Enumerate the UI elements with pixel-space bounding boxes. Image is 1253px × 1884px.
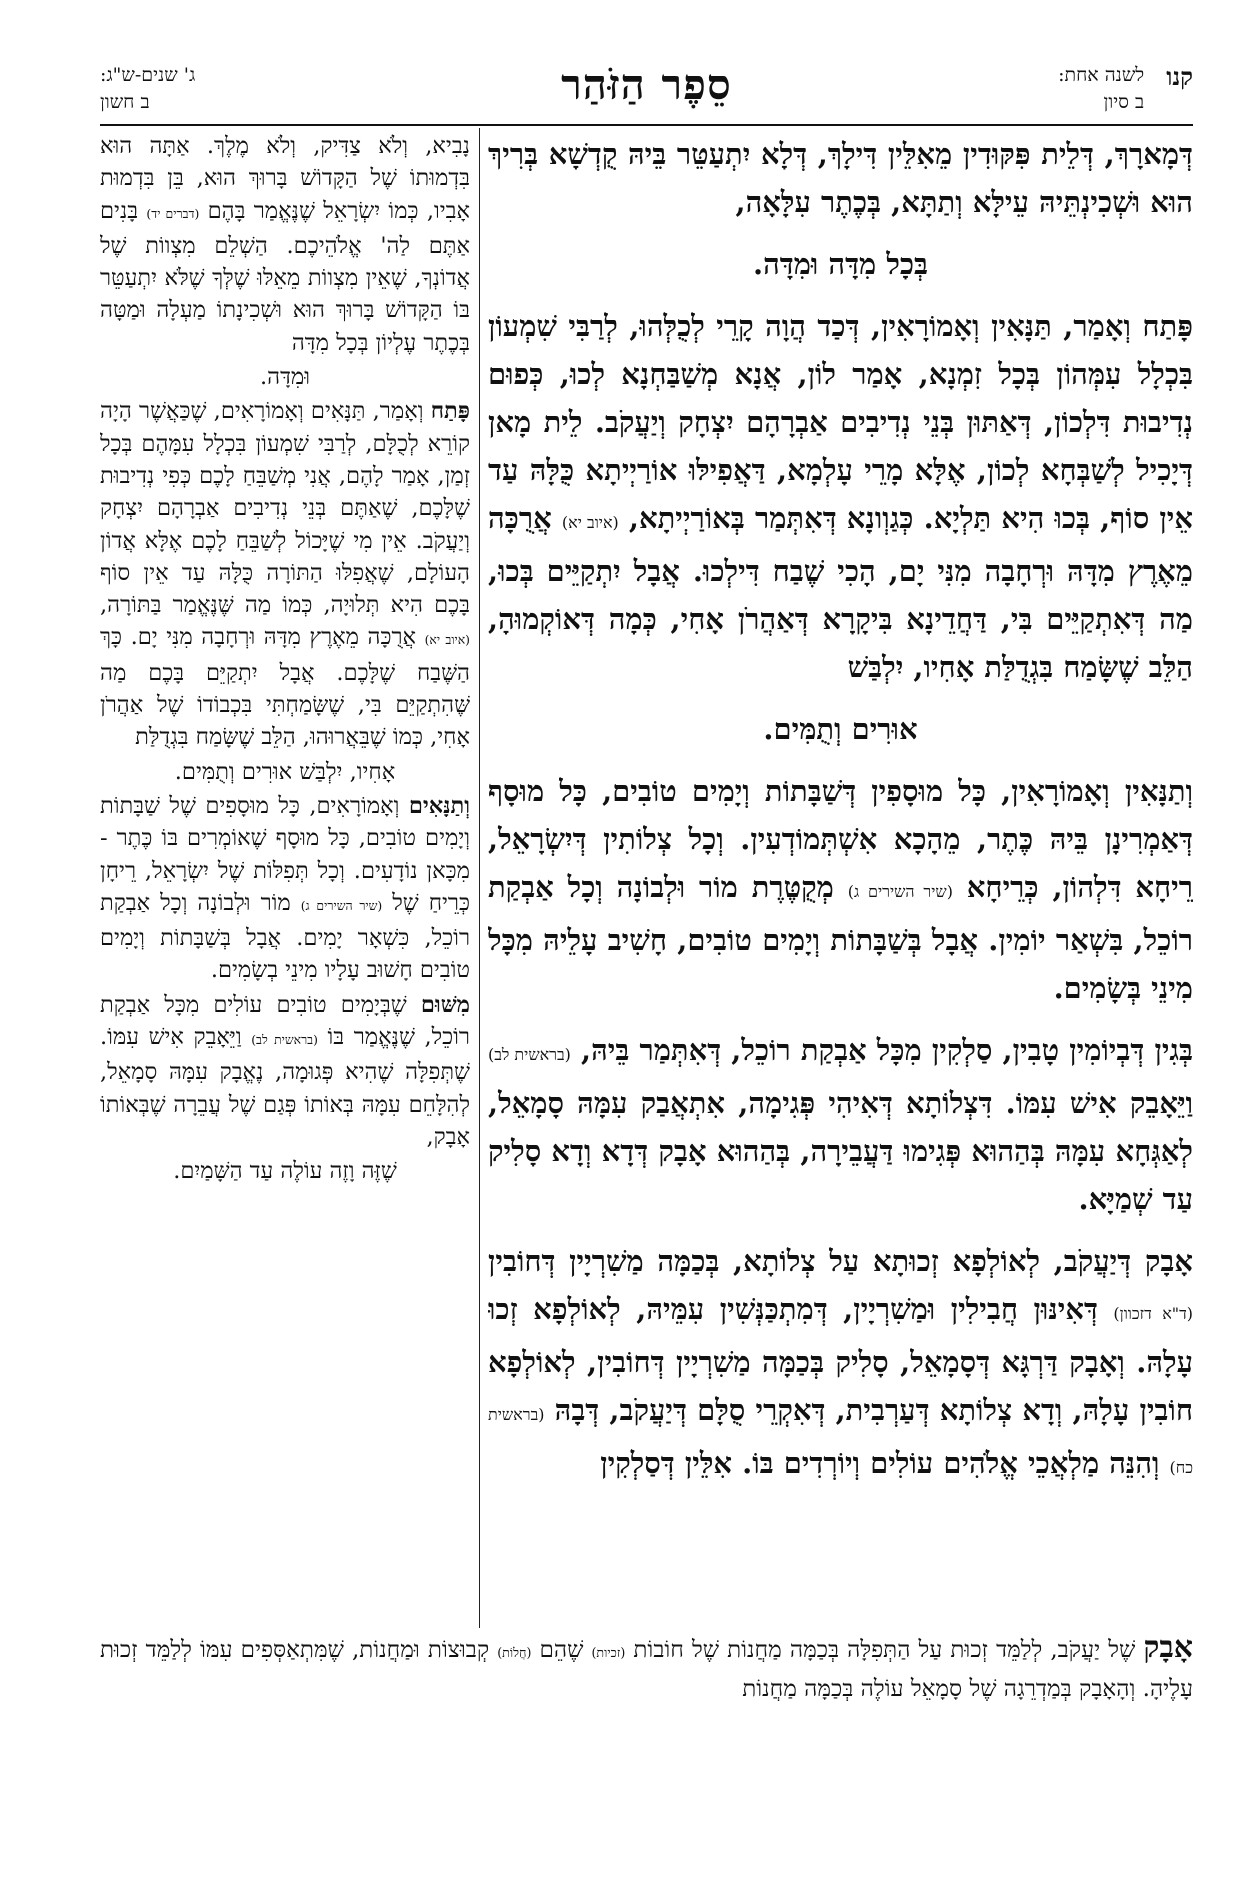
text-run: שֶׁל יַעֲקֹב, לְלַמֵּד זְכוּת עַל הַתְּפִלָּה בְּכַמָּה מַחֲנוֹת שֶׁל חוֹבוֹת [625,1637,1144,1663]
variant-reading: (ד"א דזכוון) [1113,1304,1193,1323]
lead-word: וְתַנָּאִין [1124,774,1193,808]
page-header [100,58,1193,126]
variant-reading: (זכיות) [591,1645,626,1660]
text-run: וְהִנֵּה מַלְאֲכֵי אֱלֹהִים עוֹלִים וְיוֹרְדִים בּוֹ. אִלֵּין דְּסַלְקִין [600,1446,1170,1480]
bottom-paragraph [100,1630,1193,1707]
text-run: דְּיַעֲקֹב, לְאוֹלְפָא זְכוּתָא עַל צְלוֹתָא, בְּכַמָּה מַשִׁרְיָין דְּחוֹבִין [488,1244,1145,1278]
main-paragraph [488,302,1193,691]
lead-word: פָּתַח [1142,309,1193,343]
verse-reference: (בראשית לב) [251,1033,318,1048]
main-paragraph [488,1026,1193,1223]
main-paragraph [488,767,1193,1012]
text-run: וְאָמוֹרָאִים, כָּל מוּסָפִים שֶׁל שַׁבָּתוֹת וְיָמִים טוֹבִים, כָּל מוּסָף שֶׁאוֹמְרִים בּוֹ כֶּתֶר - מִכָּאן נוֹדָעִים. וְכָל תְּפִלּוֹת שֶׁל יִשְׂרָאֵל, רֵיחָן כְּרֵיחַ שֶׁל [100,792,470,916]
text-run: מְקֻטֶּרֶת מוֹר וּלְבוֹנָה וְכָל אַבְקַת רוֹכֵל, בִּשְׁאַר יוֹמִין. אֲבָל בְּשַׁבָּתוֹת וְיָמִים טוֹבִים, חָשִׁיב עָלֵיהּ מִכָּל מִינֵי בְּשָׂמִים. [488,870,1193,1005]
text-run: אָחִיו, יִלְבַּשׁ אוּרִים וְתֻמִּים. [174,758,396,785]
text-run: בָּנִים אַתֶּם לַה' אֱלֹהֵיכֶם. הַשְׁלֵם מִצְווֹת שֶׁל אֲדוֹנְךָ, שֶׁאֵין מִצְווֹת מֵאֵלּוּ שֶׁלְּךָ שֶׁלֹּא יִתְעַטֵּר בּוֹ הַקָּדוֹשׁ בָּרוּךְ הוּא וּשְׁכִינָתוֹ מַעְלָה וּמַטָּה בְּכֶתֶר עֶלְיוֹן בְּכָל מִדָּה [100,197,470,356]
text-run: שֶׁזֶּה וָזֶה עוֹלֶה עַד הַשָּׁמַיִם. [173,1158,397,1185]
main-column [488,130,1193,1627]
header-right [1058,62,1193,116]
translation-column [100,130,470,1627]
lead-word: אָבָק [1143,1630,1193,1665]
side-paragraph [100,790,470,987]
main-paragraph-end [488,705,1193,753]
bottom-continuation [100,1630,1193,1707]
header-left [100,62,195,116]
verse-reference: (איוב יא) [561,513,619,532]
text-run: בְּכָל מִדָּה וּמִדָּה. [752,247,929,281]
text-run: אֲרֻכָּה מֵאֶרֶץ מִדָּהּ וּרְחָבָה מִנִּי יָם. כָּךְ הַשֶּׁבַח שֶׁלָּכֶם. אֲבָל יִתְקַיֵּם בָּכֶם מַה שֶּׁהִתְקַיֵּם בִּי, שֶׁשָּׂמַחְתִּי בִּכְבוֹדוֹ שֶׁל אַהֲרֹן אָחִי, כְּמוֹ שֶׁבֵּאֲרוּהוּ, הַלֵּב שֶׁשָּׂמַח בִּגְדֻלַּת [100,624,470,751]
text-run: וַיֵּאָבֵק אִישׁ עִמּוֹ. שֶׁתְּפִלָּה שֶׁהִיא פְּגוּמָה, נֶאֱבָק עִמָּהּ סָמָאֵל, לְהִלָּחֵם עִמָּהּ בְּאוֹתוֹ פְּגַם שֶׁל עֲבֵרָה שֶׁבְּאוֹתוֹ אָבָק, [100,1024,470,1150]
text-run: שֶׁבְּיָמִים טוֹבִים עוֹלִים מִכָּל אַבְקַת רוֹכֵל, שֶׁנֶּאֱמַר בּוֹ [100,991,470,1051]
lead-word: מִשּׁוּם [420,991,470,1018]
verse-reference: (בראשית לב) [488,1045,571,1064]
verse-reference: (דברים יד) [146,206,200,221]
header-rule [100,124,1193,126]
lead-word: פָּתַח [430,398,470,425]
text-run: דְּבְיוֹמִין טָבִין, סַלְקִין מִכָּל אַבְקַת רוֹכֵל, דְּאִתְּמַר בֵּיהּ, [570,1033,1155,1067]
verse-reference: (בראשית כח) [488,1405,1193,1477]
main-paragraph [488,1237,1193,1492]
lead-word: אָבָק [1144,1244,1193,1278]
text-run: דְּאִינּוּן חֲבִילִין וּמַשִׁרְיָין, דְּמִתְכַּנְּשִׁין עִמֵּיהּ, לְאוֹלְפָא זְכוּ עָלָהּ. וְאָבָק דַּרְגָּא דְּסָמָאֵל, סָלִיק בְּכַמָּה מַשִׁרְיָין דְּחוֹבִין, לְאוֹלְפָא חוֹבִין עָלָהּ, וְדָא צְלוֹתָא דְּעַרְבִית, דְּאִקְרֵי סֻלָּם דְּיַעֲקֹב, דְּבָהּ [488,1292,1193,1427]
date-right: ב סיון [1103,91,1145,113]
header-right-stack [1058,62,1144,116]
verse-reference: (שיר השירים ג) [847,882,953,901]
main-paragraph-end [488,240,1193,288]
cycle-label: ג' שנים-ש"ג: [100,64,196,86]
side-paragraph-end [100,1155,470,1187]
date-left: ב חשון [100,91,150,113]
text-run: קְבוּצוֹת וּמַחֲנוֹת, שֶׁמִּתְאַסְּפִים עִמּוֹ לְלַמֵּד זְכוּת עָלֶיהָ. וְהָאָבָק בְּמַדְרֵגָה שֶׁל סָמָאֵל עוֹלֶה בְּכַמָּה מַחֲנוֹת [100,1637,1193,1702]
lead-word: וְתַנָּאִים [408,792,470,819]
text-run: אוּרִים וְתֻמִּים. [763,712,918,746]
text-run: וּמִדָּה. [259,364,310,391]
text-run: אֲרֻכָּה מֵאֶרֶץ מִדָּהּ וּרְחָבָה מִנִּי יָם, הָכִי שֶׁבַח דִּילְכוּ. אֲבָל יִתְקַיֵּים בְּכוּ, מַה דְּאִתְקַיֵּים בִּי, דַּחֲדֵינָא בִּיקָרָא דְּאַהֲרֹן אָחִי, כְּמָה דְּאוֹקְמוּהָ, הַלֵּב שֶׁשָּׂמַח בִּגְדֻלַּת אָחִיו, יִלְבַּשׁ [488,501,1193,684]
side-paragraph [100,989,470,1153]
text-run: מוֹר וּלְבוֹנָה וְכָל אַבְקַת רוֹכֵל, כִּשְׁאָר יָמִים. אֲבָל בְּשַׁבָּתוֹת וְיָמִים טוֹבִים חָשׁוּב עָלָיו מִינֵי בְשָׂמִים. [100,889,470,984]
variant-reading: (חֲלוֹת) [497,1645,532,1660]
text-run: דְּמָארָךְ, דְּלֵית פִּקּוּדִין מֵאִלֵּין דִּילָךְ, דְּלָא יִתְעַטֵּר בֵּיהּ קֻדְשָׁא בְּרִיךְ הוּא וּשְׁכִינְתֵּיהּ עֵילָּא וְתַתָּא, בְּכֶתֶר עִלָּאָה, [488,137,1193,219]
text-run: נָבִיא, וְלֹא צַדִּיק, וְלֹא מֶלֶךְ. אַתָּה הוּא בִּדְמוּתוֹ שֶׁל הַקָּדוֹשׁ בָּרוּךְ הוּא, בֵּן בִּדְמוּת אָבִיו, כְּמוֹ יִשְׂרָאֵל שֶׁנֶּאֱמַר בָּהֶם [100,133,470,224]
column-divider [479,128,480,1628]
side-paragraph [100,395,470,753]
text-run: שֶׁהֵם [531,1637,592,1663]
book-title: סֵפֶר הַזֹּהַר [561,60,732,109]
year-label: לשנה אחת: [1058,64,1145,86]
lead-word: בְּגִין [1154,1033,1193,1067]
verse-reference: (איוב יא) [424,633,470,648]
text-run: וַיֵּאָבֵק אִישׁ עִמּוֹ. דִּצְלוֹתָא דְּאִיהִי פְּגִימָה, אִתְאֲבַק עִמָּהּ סָמָאֵל, לְאַגְּחָא עִמָּהּ בְּהַהוּא פְּגִימוּ דַּעֲבֵירָה, בְּהַהוּא אָבָק דְּדָא וְדָא סָלִיק עַד שְׁמַיָּא. [488,1086,1193,1216]
main-paragraph [488,130,1193,226]
side-paragraph [100,130,470,359]
text-run: וְאָמוֹרָאִין, כָּל מוּסָפִין דְּשַׁבָּתוֹת וְיָמִים טוֹבִים, כָּל מוּסָף דְּאַמְרִינָן בֵּיהּ כֶּתֶר, מֵהָכָא אִשְׁתְּמוֹדְעִין. וְכָל צְלוֹתִין דְּיִשְׂרָאֵל, רֵיחָא דִּלְהוֹן, כְּרֵיחָא [488,774,1193,904]
side-paragraph-end [100,756,470,788]
page-number: קנו [1166,62,1193,91]
text-run: וְאָמַר, תַּנָּאִין וְאָמוֹרָאִין, דְּכַד הֲוָה קָרֵי לְכֻלְּהוּ, לְרַבִּי שִׁמְעוֹן בִּכְלָל עִמְּהוֹן בְּכָל זִמְנָא, אָמַר לוֹן, אֲנָא מְשַׁבַּחְנָא לְכוּ, כְּפוּם נְדִיבוּת דִּלְכוֹן, דְּאַתּוּן בְּנֵי נְדִיבִים אַבְרָהָם יִצְחָק וְיַעֲקֹב. לֵית מָאן דְּיָכִיל לְשַׁבְּחָא לְכוֹן, אֶלָּא מָרֵי עָלְמָא, דַּאֲפִילּוּ אוֹרַיְיתָא כֻּלָּהּ עַד אֵין סוֹף, בְּכוּ הִיא תַּלְיָא. כְּגַוְונָא דְּאִתְּמַר בְּאוֹרַיְיתָא, [488,309,1193,535]
verse-reference: (שיר השירים ג) [300,898,383,913]
text-run: וְאָמַר, תַּנָּאִים וְאָמוֹרָאִים, שֶׁכַּאֲשֶׁר הָיָה קוֹרֵא לְכֻלָּם, לְרַבִּי שִׁמְעוֹן בִּכְלָל עִמָּהֶם בְּכָל זְמַן, אָמַר לָהֶם, אֲנִי מְשַׁבֵּחַ לָכֶם כְּפִי נְדִיבוּת שֶׁלָּכֶם, שֶׁאַתֶּם בְּנֵי נְדִיבִים אַבְרָהָם יִצְחָק וְיַעֲקֹב. אֵין מִי שֶׁיָּכוֹל לְשַׁבֵּחַ לָכֶם אֶלָּא אֲדוֹן הָעוֹלָם, שֶׁאֲפִלּוּ הַתּוֹרָה כֻּלָּהּ עַד אֵין סוֹף בָּכֶם הִיא תְּלוּיָה, כְּמוֹ מַה שֶּׁנֶּאֱמַר בַּתּוֹרָה, [100,398,470,619]
side-paragraph-end [100,361,470,393]
